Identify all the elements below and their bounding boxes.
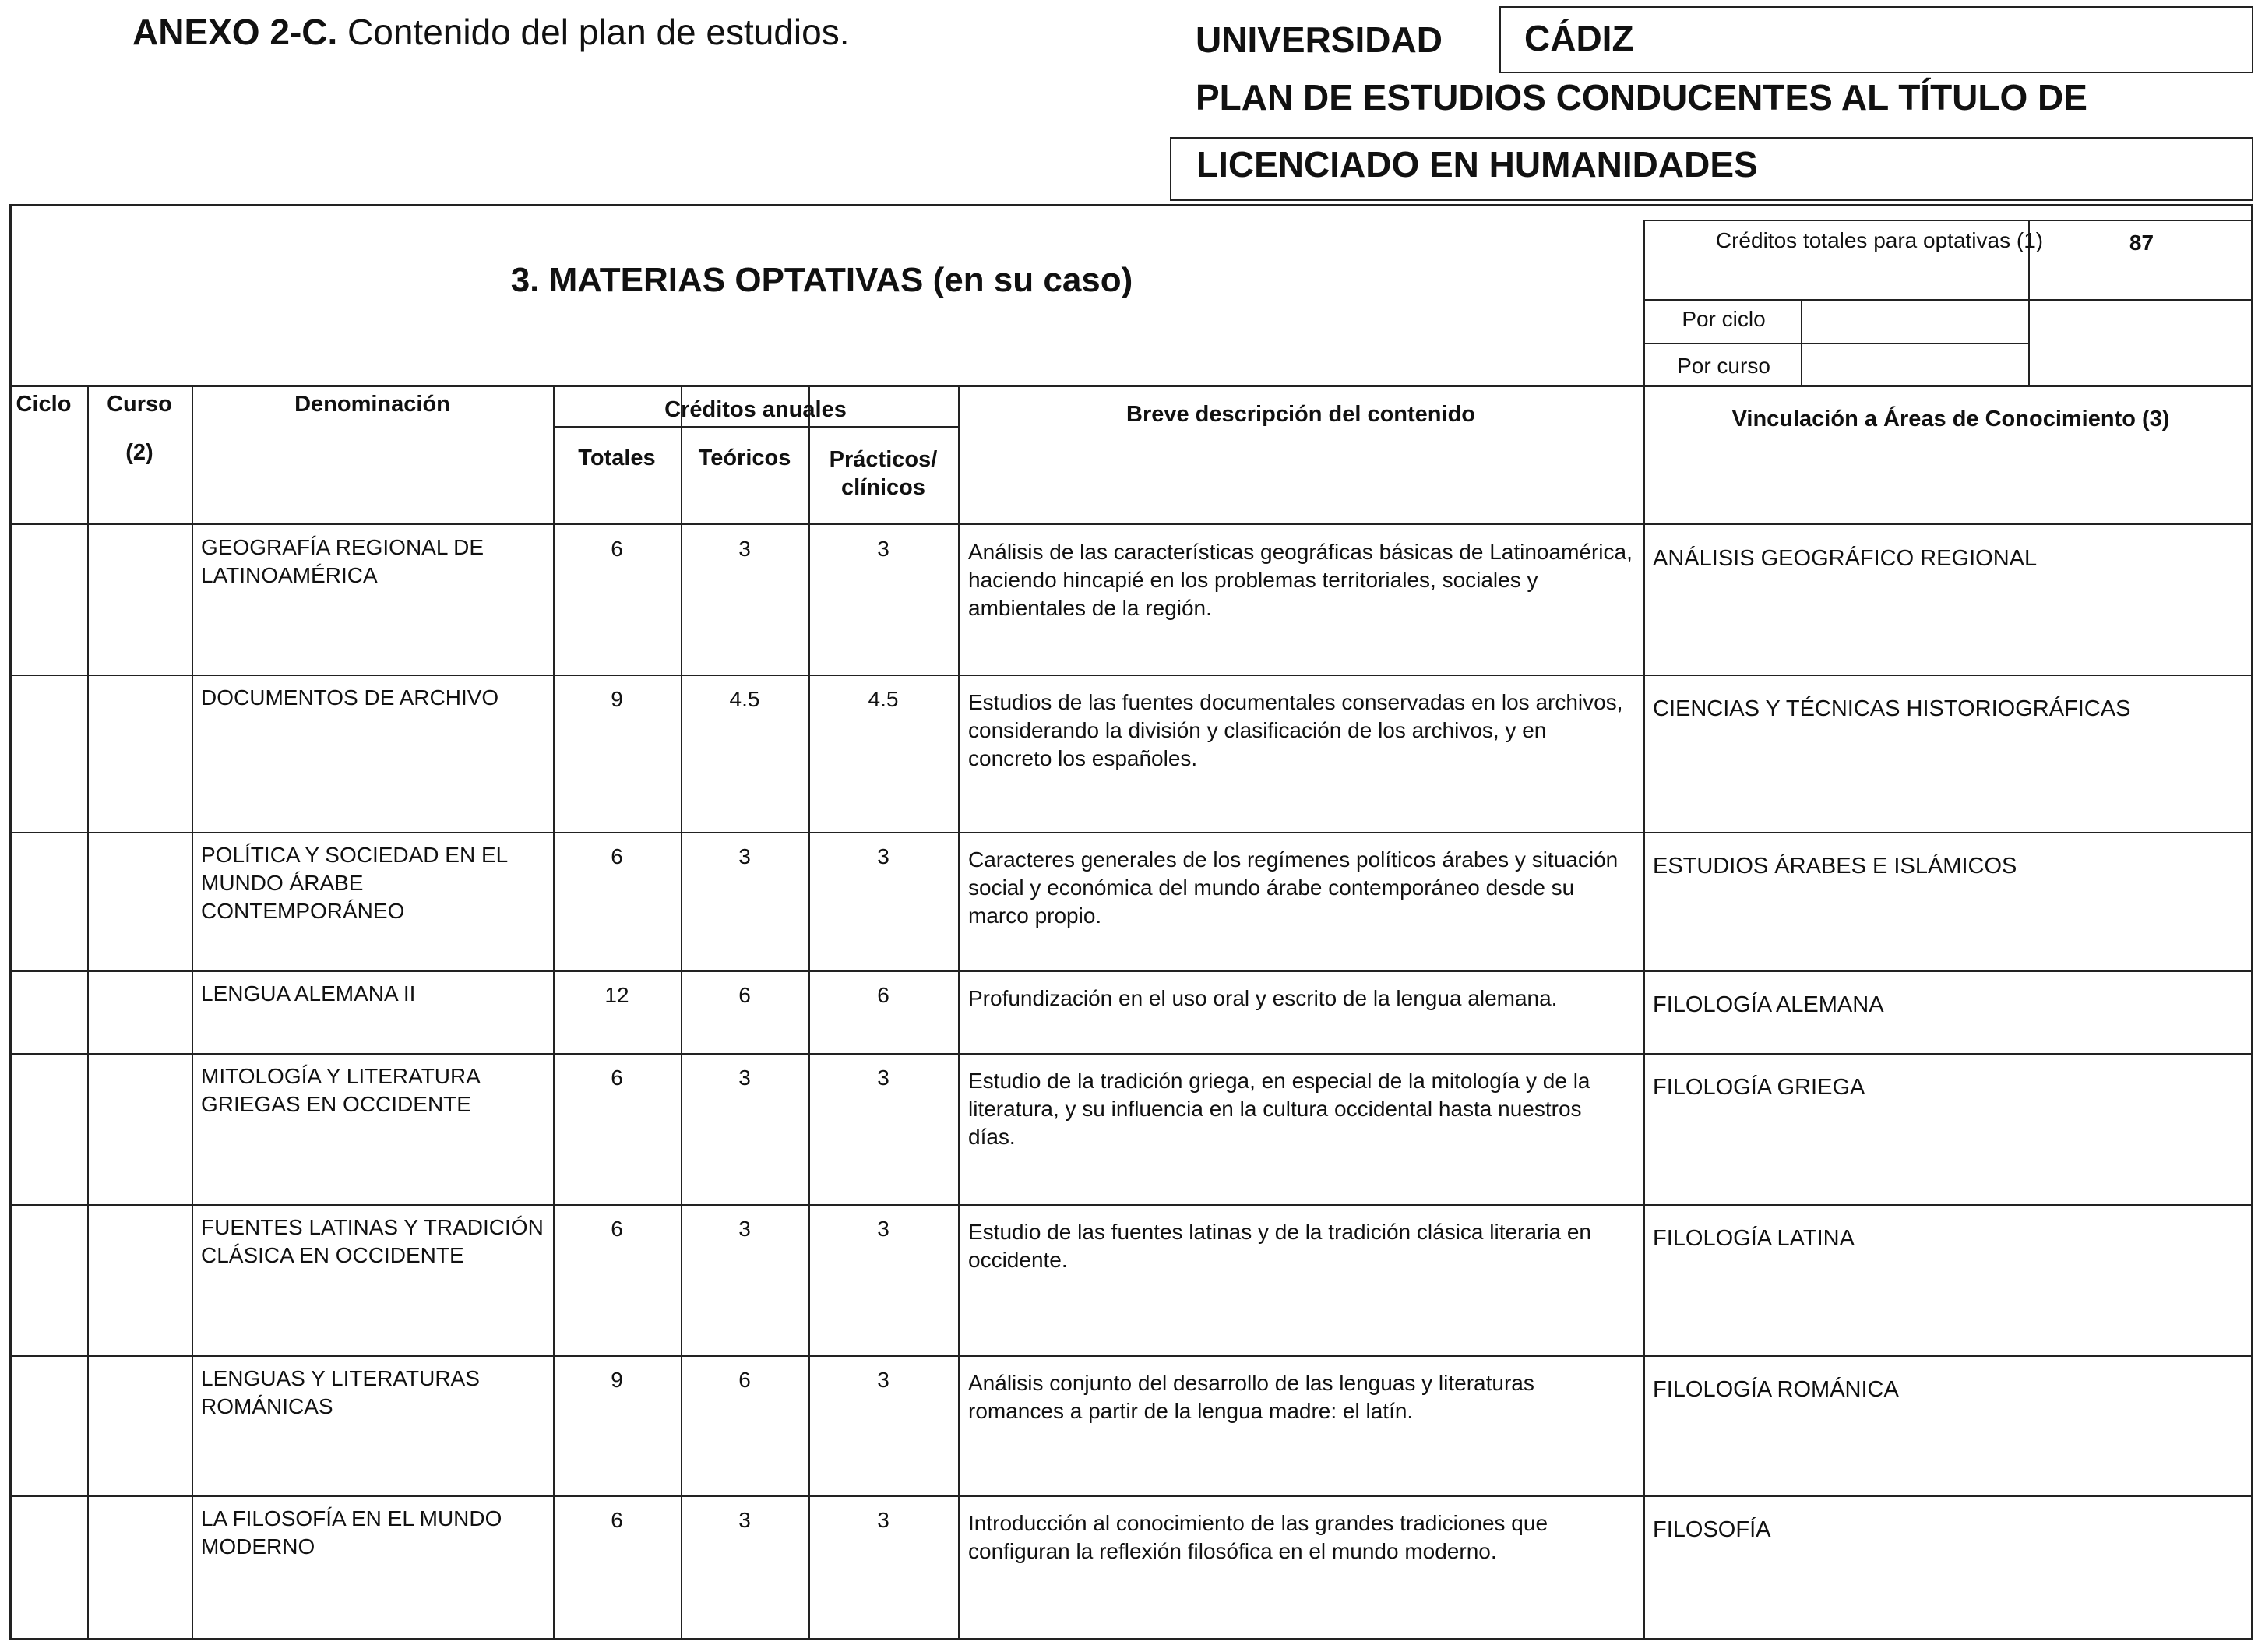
column-rule: [681, 385, 682, 1640]
row-totales: 6: [611, 1217, 623, 1241]
row-teoricos: 6: [738, 1368, 751, 1392]
row-teoricos: 6: [738, 983, 751, 1007]
row-practicos: 3: [877, 844, 889, 868]
column-rule: [553, 385, 555, 1640]
row-denominacion: LENGUAS Y LITERATURAS ROMÁNICAS: [201, 1366, 480, 1418]
row-totales: 9: [611, 687, 623, 711]
row-totales: 6: [611, 844, 623, 868]
row-denominacion: POLÍTICA Y SOCIEDAD EN EL MUNDO ÁRABE CONTEMPORÁNEO: [201, 843, 508, 923]
per-cycle-label: Por ciclo: [1682, 307, 1766, 331]
row-totales: 9: [611, 1368, 623, 1392]
annex-heading: [132, 11, 850, 53]
row-denominacion: LA FILOSOFÍA EN EL MUNDO MODERNO: [201, 1506, 502, 1559]
row-descripcion: Análisis de las características geográficas básicas de Latinoamérica, haciendo hincapié en los problemas territoriales, sociales y ambientales de la región.: [968, 540, 1633, 620]
university-value: CÁDIZ: [1499, 6, 2253, 73]
table-rule: [1643, 220, 2253, 221]
row-teoricos: 3: [738, 844, 751, 868]
col-curso: Curso: [107, 392, 172, 417]
row-descripcion: Estudio de la tradición griega, en especial de la mitología y de la literatura, y su influencia en la cultura occidental hasta nuestros días.: [968, 1069, 1590, 1149]
row-practicos: 3: [877, 537, 889, 561]
row-rule: [9, 832, 2253, 833]
row-totales: 12: [604, 983, 629, 1007]
university-label: UNIVERSIDAD: [1196, 19, 1443, 60]
column-rule: [808, 385, 810, 1640]
annex-label: ANEXO 2-C.: [132, 12, 338, 52]
row-rule: [9, 675, 2253, 676]
row-rule: [9, 1495, 2253, 1497]
row-area: FILOSOFÍA: [1653, 1517, 1771, 1542]
annex-text: Contenido del plan de estudios.: [337, 12, 850, 52]
header-rule: [9, 385, 2253, 387]
column-rule: [958, 385, 960, 1640]
row-teoricos: 3: [738, 1217, 751, 1241]
total-credits-label: Créditos totales para optativas (1): [1715, 228, 2044, 252]
table-rule: [1643, 343, 2030, 344]
row-area: FILOLOGÍA ROMÁNICA: [1653, 1377, 1899, 1402]
column-rule: [192, 385, 193, 1640]
row-totales: 6: [611, 1066, 623, 1090]
row-denominacion: GEOGRAFÍA REGIONAL DE LATINOAMÉRICA: [201, 535, 484, 587]
row-teoricos: 3: [738, 1066, 751, 1090]
row-totales: 6: [611, 1508, 623, 1532]
col-denominacion: Denominación: [294, 392, 450, 417]
col-practicos: Prácticos/ clínicos: [829, 447, 938, 500]
row-descripcion: Estudios de las fuentes documentales conservadas en los archivos, considerando la división y clasificación de los archivos, y en concreto los españoles.: [968, 690, 1623, 770]
row-descripcion: Profundización en el uso oral y escrito de la lengua alemana.: [968, 986, 1558, 1010]
table-bottom-rule: [9, 1638, 2253, 1640]
row-descripcion: Caracteres generales de los regímenes políticos árabes y situación social y económica del mundo árabe contemporáneo desde su marco propio.: [968, 847, 1619, 928]
table-rule: [1643, 220, 1645, 386]
row-area: FILOLOGÍA ALEMANA: [1653, 992, 1884, 1017]
row-area: FILOLOGÍA LATINA: [1653, 1226, 1855, 1251]
row-practicos: 4.5: [868, 687, 899, 711]
column-rule: [1643, 385, 1645, 1640]
row-area: FILOLOGÍA GRIEGA: [1653, 1075, 1865, 1100]
row-area: ESTUDIOS ÁRABES E ISLÁMICOS: [1653, 854, 2017, 879]
total-credits-value: 87: [2129, 231, 2154, 255]
row-descripcion: Análisis conjunto del desarrollo de las lenguas y literaturas romances a partir de la lengua madre: el latín.: [968, 1371, 1534, 1423]
row-denominacion: DOCUMENTOS DE ARCHIVO: [201, 685, 499, 710]
row-area: CIENCIAS Y TÉCNICAS HISTORIOGRÁFICAS: [1653, 696, 2131, 721]
section-title: 3. MATERIAS OPTATIVAS (en su caso): [510, 261, 1133, 299]
col-creditos-anuales: Créditos anuales: [664, 397, 847, 422]
row-practicos: 3: [877, 1368, 889, 1392]
row-area: ANÁLISIS GEOGRÁFICO REGIONAL: [1653, 546, 2038, 571]
row-practicos: 3: [877, 1217, 889, 1241]
row-descripcion: Estudio de las fuentes latinas y de la tradición clásica literaria en occidente.: [968, 1220, 1591, 1272]
row-rule: [9, 1204, 2253, 1206]
row-totales: 6: [611, 537, 623, 561]
table-rule: [1643, 299, 2253, 301]
row-teoricos: 4.5: [729, 687, 760, 711]
col-totales: Totales: [578, 446, 656, 470]
col-teoricos: Teóricos: [698, 446, 791, 470]
row-practicos: 6: [877, 983, 889, 1007]
header-bottom-rule: [9, 523, 2253, 525]
per-course-label: Por curso: [1677, 354, 1770, 378]
row-descripcion: Introducción al conocimiento de las grandes tradiciones que configuran la reflexión filosófica en el mundo moderno.: [968, 1511, 1548, 1563]
row-denominacion: MITOLOGÍA Y LITERATURA GRIEGAS EN OCCIDENTE: [201, 1064, 480, 1116]
row-denominacion: LENGUA ALEMANA II: [201, 981, 416, 1006]
row-rule: [9, 970, 2253, 972]
table-rule: [553, 426, 958, 428]
col-vinculacion: Vinculación a Áreas de Conocimiento (3): [1731, 407, 2170, 431]
table-top-rule: [9, 204, 2253, 206]
col-ciclo: Ciclo: [16, 392, 72, 417]
table-left-rule: [9, 204, 12, 1640]
degree-title: LICENCIADO EN HUMANIDADES: [1170, 137, 2253, 201]
row-rule: [9, 1053, 2253, 1055]
row-rule: [9, 1355, 2253, 1357]
column-rule: [87, 385, 89, 1640]
row-practicos: 3: [877, 1508, 889, 1532]
col-curso-note: (2): [125, 440, 153, 465]
row-teoricos: 3: [738, 1508, 751, 1532]
col-descripcion: Breve descripción del contenido: [1126, 402, 1475, 427]
row-denominacion: FUENTES LATINAS Y TRADICIÓN CLÁSICA EN OCCIDENTE: [201, 1215, 544, 1267]
row-practicos: 3: [877, 1066, 889, 1090]
row-teoricos: 3: [738, 537, 751, 561]
plan-label: PLAN DE ESTUDIOS CONDUCENTES AL TÍTULO DE: [1196, 77, 2087, 118]
